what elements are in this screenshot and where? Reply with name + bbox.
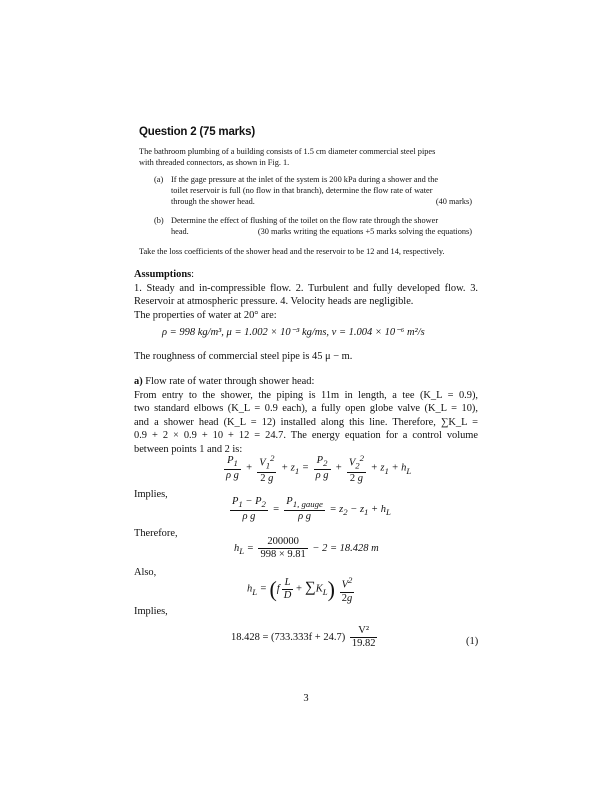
properties-intro: The properties of water at 20° are: xyxy=(134,309,277,321)
head-loss-equation: $h_L$ = $\frac{200000}{998 \times 9.81}$ − 2 = 18.428 m xyxy=(234,536,379,560)
part-a-marks: (40 marks) xyxy=(435,197,472,206)
pressure-equation: $\frac{P_1 - P_2}{\text{ρ g}}$ = $\frac{P_{1, gauge}}{\text{ρ g}}$ = $z_2 - z_1 + h_L$ xyxy=(232,496,391,523)
loss-formula: $h_L = (f$ $\frac{L}{D}$ + $\sum K_L$) $\frac{V^2}{2g}$ xyxy=(247,575,353,604)
part-a-solution-line: and a shower head (K_L = 12) installed along this line. Therefore, ∑K_L = xyxy=(134,416,478,428)
intro-line: The bathroom plumbing of a building consists of 1.5 cm diameter commercial steel pipes xyxy=(139,147,436,156)
part-a-solution-title: Flow rate of water through shower head: xyxy=(145,376,315,387)
head-loss-result: − 2 = 18.428 m xyxy=(312,542,379,554)
therefore-label: Therefore, xyxy=(134,528,178,539)
page-number: 3 xyxy=(303,693,309,704)
roughness-text: The roughness of commercial steel pipe is 45 μ − m. xyxy=(134,351,353,362)
part-a-solution xyxy=(134,375,478,457)
final-equation-lhs: 18.428 = (733.333f + 24.7) xyxy=(231,631,346,643)
part-a-line: If the gage pressure at the inlet of the system is 200 kPa during a shower and the xyxy=(171,175,439,184)
also-label: Also, xyxy=(134,567,157,578)
question-intro xyxy=(139,146,479,168)
part-a-solution-label: a) xyxy=(134,376,143,387)
part-a-solution-line: two standard elbows (K_L = 0.9 each), a fully open globe valve (K_L = 10), xyxy=(134,403,478,415)
energy-equation: $\frac{P_1}{\text{ρ g}}$ + $\frac{V_1^2}{2 g}$ + $z_1$ = $\frac{P_2}{\text{ρ g}}$ + $\frac{V_2^2}{2 g}$ + $z_1 + h_L$ xyxy=(226,453,412,484)
equation-number: (1) xyxy=(466,636,479,647)
assumptions-line: Reservoir at atmospheric pressure. 4. Velocity heads are negligible. xyxy=(134,296,414,308)
implies-label-2: Implies, xyxy=(134,606,168,617)
implies-label-1: Implies, xyxy=(134,489,168,500)
head-loss-numerator: 200000 xyxy=(258,536,307,549)
final-equation xyxy=(231,625,379,650)
question-part-b xyxy=(154,215,472,239)
part-b-label: (b) xyxy=(154,216,164,225)
final-equation-numerator: V² xyxy=(350,625,378,638)
properties-equation: ρ = 998 kg/m³, μ = 1.002 × 10⁻³ kg/ms, ν = 1.004 × 10⁻⁶ m²/s xyxy=(162,327,425,338)
part-a-solution-line: between points 1 and 2 is: xyxy=(134,443,243,455)
part-a-line: toilet reservoir is full (no flow in that branch), determine the flow rate of water xyxy=(171,186,433,195)
assumptions-block: Assumptions: 1. Steady and in-compressible flow. 2. Turbulent and fully developed flow. 3. Reservoir at atmospheric pressure. 4. Velocity heads are negligible. The properties of water at 20° are: xyxy=(134,269,478,321)
question-part-a xyxy=(154,174,472,210)
part-b-line: Determine the effect of flushing of the toilet on the flow rate through the shower xyxy=(171,216,439,225)
final-equation-denominator: 19.82 xyxy=(351,638,376,649)
part-a-line: through the shower head. xyxy=(171,197,255,206)
assumptions-line: 1. Steady and in-compressible flow. 2. Turbulent and fully developed flow. 3. xyxy=(134,282,478,294)
question-title: Question 2 (75 marks) xyxy=(139,126,255,138)
part-a-label: (a) xyxy=(154,175,164,184)
part-a-solution-line: From entry to the shower, the piping is 11m in length, a tee (K_L = 0.9), xyxy=(134,389,478,401)
assumptions-heading: Assumptions xyxy=(134,269,192,280)
head-loss-denominator: 998 × 9.81 xyxy=(260,549,306,560)
part-b-line: head. xyxy=(171,227,189,236)
question-note: Take the loss coefficients of the shower head and the reservoir to be 12 and 14, respectively. xyxy=(139,247,445,256)
part-b-marks: (30 marks writing the equations +5 marks solving the equations) xyxy=(257,227,472,236)
intro-line: with threaded connectors, as shown in Fig. 1. xyxy=(139,158,290,167)
part-a-solution-line: 0.9 + 2 × 0.9 + 10 + 12 = 24.7. The energy equation for a control volume xyxy=(134,430,478,442)
